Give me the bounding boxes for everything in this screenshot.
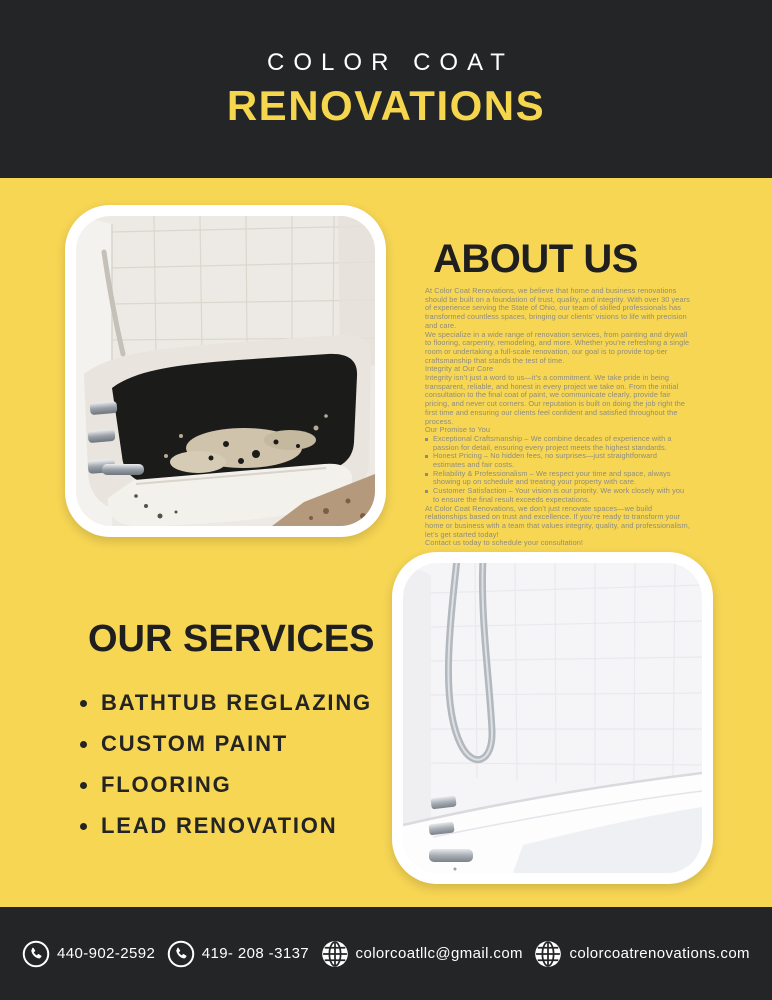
email-text: colorcoatllc@gmail.com bbox=[355, 945, 523, 962]
before-photo-card bbox=[65, 205, 386, 537]
about-paragraph: Integrity isn’t just a word to us—it’s a commitment. We take pride in being transparent, reliable, and honest in every project we take on. From the initial consultation to the final coat of paint, we communicate clearly, provide fair pricing, and never cut corners. Our reputation is built on doing the job right the first time and ensuring our clients feel confident and satisfied throughout the process. bbox=[425, 373, 686, 426]
header-banner bbox=[0, 0, 772, 178]
about-bullet: Honest Pricing – No hidden fees, no surprises—just straightforward estimates and fair costs. bbox=[425, 452, 691, 469]
bullet-dot-icon bbox=[80, 741, 87, 748]
before-bathtub-photo bbox=[76, 216, 375, 526]
email-contact bbox=[321, 940, 523, 968]
website-contact bbox=[534, 940, 750, 968]
bullet-dot-icon bbox=[80, 823, 87, 830]
about-subheading: Integrity at Our Core bbox=[425, 364, 494, 374]
about-subheading: Our Promise to You bbox=[425, 425, 491, 435]
brand-name-top: COLOR COAT bbox=[267, 48, 514, 76]
about-bullet: Reliability & Professionalism – We respect your time and space, always showing up on schedule and treating your property with care. bbox=[425, 470, 691, 487]
brand-name-bottom: RENOVATIONS bbox=[226, 81, 546, 129]
about-us-text bbox=[425, 287, 691, 548]
service-label: BATHTUB REGLAZING bbox=[101, 690, 372, 715]
about-paragraph: We specialize in a wide range of renovation services, from painting and drywall to flooring, carpentry, remodeling, and more. Whether you’re refreshing a single room or undertaking a full-scale renovation, our goal is to provide top-tier craftsmanship that stands the test of time. bbox=[425, 329, 690, 365]
about-paragraph: At Color Coat Renovations, we believe that home and business renovations should be built on a foundation of trust, quality, and integrity. With over 30 years of experience serving the State of Ohio, our team of skilled professionals has transformed countless spaces, bringing our clients’ visions to life with precision and care. bbox=[425, 286, 690, 330]
bullet-dot-icon bbox=[80, 700, 87, 707]
about-bullet: Customer Satisfaction – Your vision is our priority. We work closely with you to ensure the final result exceeds expectations. bbox=[425, 487, 691, 504]
website-text: colorcoatrenovations.com bbox=[569, 945, 750, 962]
phone-number-2 bbox=[167, 940, 309, 968]
footer-contact-bar bbox=[0, 907, 772, 1000]
phone-number-text: 440-902-2592 bbox=[57, 945, 156, 962]
about-paragraph: Contact us today to schedule your consultation! bbox=[425, 538, 584, 548]
service-label: LEAD RENOVATION bbox=[101, 813, 338, 838]
service-label: FLOORING bbox=[101, 772, 232, 797]
service-item bbox=[80, 690, 372, 716]
about-paragraph: At Color Coat Renovations, we don’t just renovate spaces—we build relationships based on trust and excellence. If you’re ready to transform your home or business with a team that values integrity, quality, and professionalism, let’s get started today! bbox=[425, 503, 690, 539]
service-item bbox=[80, 772, 372, 798]
after-bathtub-photo bbox=[403, 563, 702, 873]
service-label: CUSTOM PAINT bbox=[101, 731, 289, 756]
services-list bbox=[80, 690, 372, 854]
about-us-title: ABOUT US bbox=[433, 237, 638, 281]
globe-icon bbox=[321, 940, 349, 968]
bullet-dot-icon bbox=[80, 782, 87, 789]
phone-icon bbox=[22, 940, 50, 968]
after-photo-card bbox=[392, 552, 713, 884]
service-item bbox=[80, 813, 372, 839]
service-item bbox=[80, 731, 372, 757]
globe-icon bbox=[534, 940, 562, 968]
phone-number-text: 419- 208 -3137 bbox=[201, 945, 310, 962]
about-bullet: Exceptional Craftsmanship – We combine decades of experience with a passion for detail, ensuring every project meets the highest standards. bbox=[425, 435, 691, 452]
our-services-title: OUR SERVICES bbox=[88, 618, 375, 660]
phone-number-1 bbox=[22, 940, 155, 968]
phone-icon bbox=[167, 940, 195, 968]
